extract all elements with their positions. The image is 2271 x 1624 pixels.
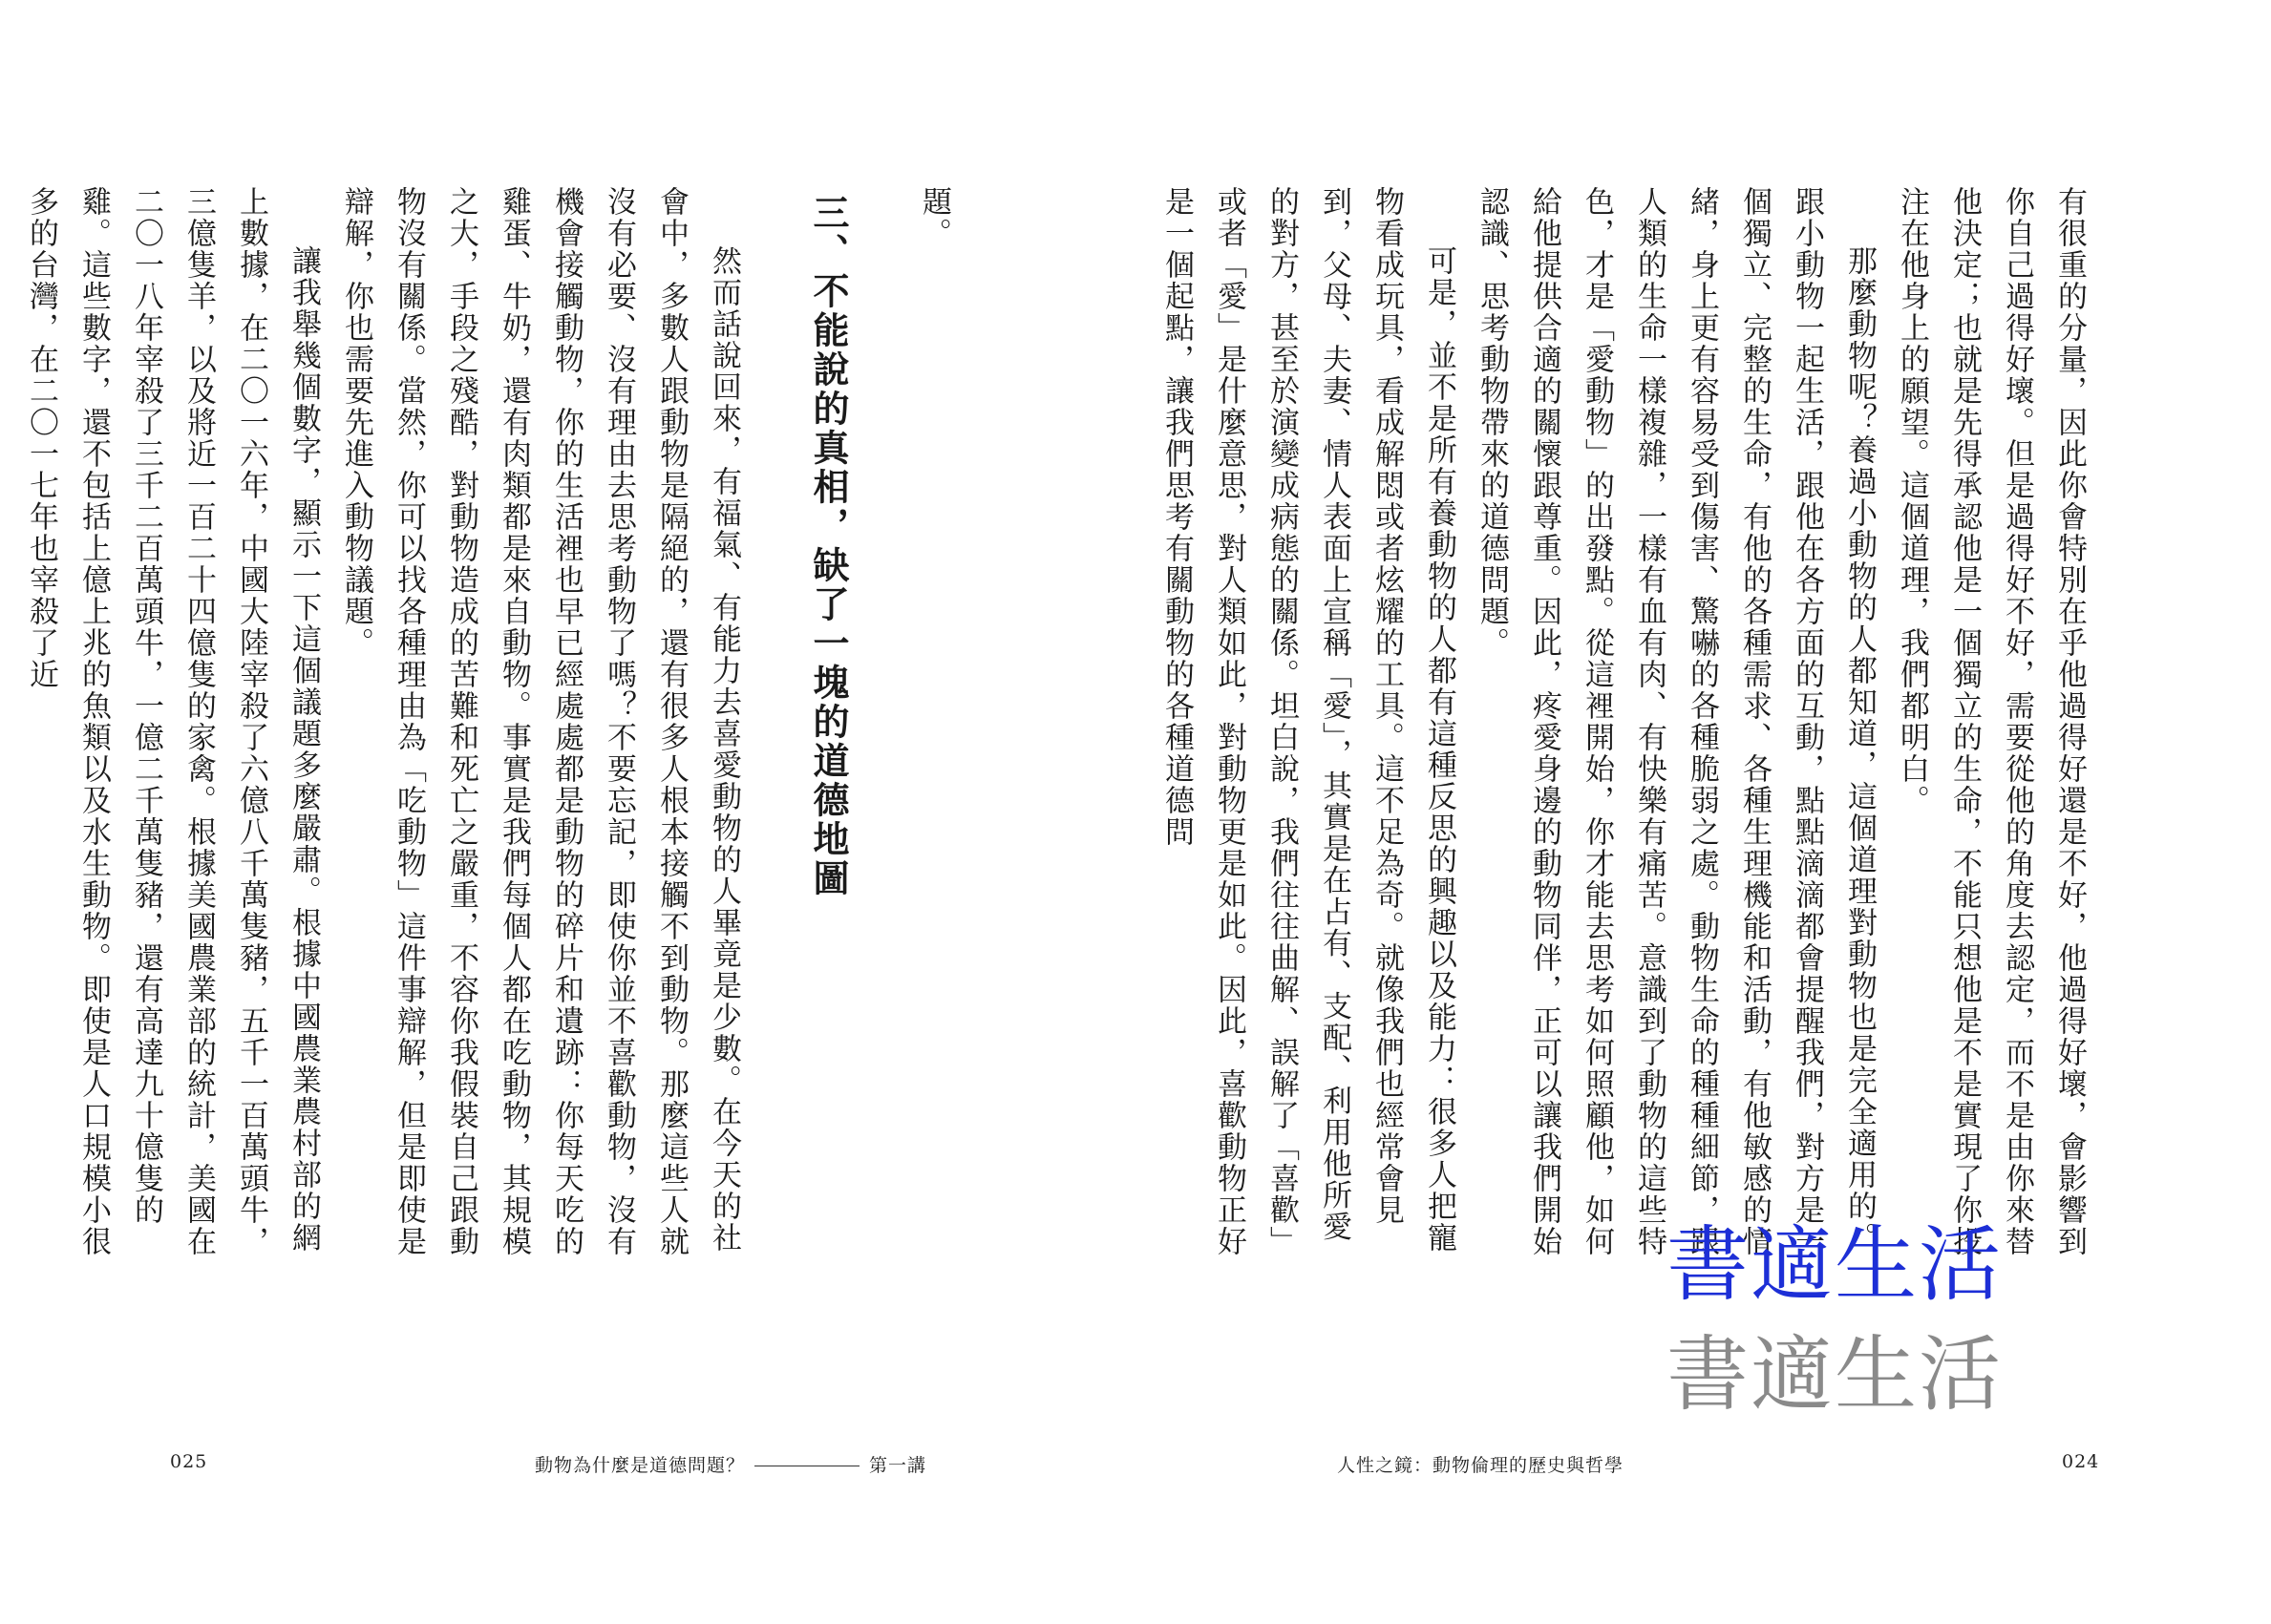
paragraph: 那麼動物呢？養過小動物的人都知道，這個道理對動物也是完全適用的。跟小動物一起生活，跟他在各方面的互動，點點滴滴都會提醒我們，對方是一個獨立、完整的生命，有他的各種需求、各種生理機能和活動，有他敏感的情緒，身上更有容易受到傷害、驚嚇的各種脆弱之處。動物生命的種種細節，跟人類的生命一樣複雜，一樣有血有肉、有快樂有痛苦。意識到了動物的這些特色，才是「愛動物」的出發點。從這裡開始，你才能去思考如何照顧他，如何給他提供合適的關懷跟尊重。因此，疼愛身邊的動物同伴，正可以讓我們開始認識、思考動物帶來的道德問題。 — [1475, 186, 1877, 1257]
paragraph: 然而話說回來，有福氣、有能力去喜愛動物的人畢竟是少數。在今天的社會中，多數人跟動物是隔絕的，還有很多人根本接觸不到動物。那麼這些人就沒有必要、沒有理由去思考動物了嗎？不要忘記，即使你並不喜歡動物，沒有機會接觸動物，你的生活裡也早已經處處都是動物的碎片和遺跡：你每天吃的雞蛋、牛奶，還有肉類都是來自動物。事實是我們每個人都在吃動物，其規模之大，手段之殘酷，對動物造成的苦難和死亡之嚴重，不容你我假裝自己跟動物沒有關係。當然，你可以找各種理由為「吃動物」這件事辯解，但是即使是辯解，你也需要先進入動物議題。 — [339, 186, 741, 1257]
section-heading: 三、不能說的真相，缺了一塊的道德地圖 — [807, 194, 850, 898]
lead-line: 題。 — [917, 186, 951, 249]
paragraph: 讓我舉幾個數字，顯示一下這個議題多麼嚴肅。根據中國農業農村部的網上數據，在二〇一六年，中國大陸宰殺了六億八千萬隻豬，五千一百萬頭牛，三億隻羊，以及將近一百二十四億隻的家禽。根據美國農業部的統計，美國在二〇一八年宰殺了三千二百萬頭牛，一億二千萬隻豬，還有高達九十億隻的雞。這些數字，還不包括上億上兆的魚類以及水生動物。即使是人口規模小很多的台灣，在二〇一七年也宰殺了近 — [24, 186, 321, 1257]
body-text-right — [1159, 186, 2095, 1265]
watermark-secondary: 書適生活 — [1666, 1327, 2003, 1423]
paragraph: 有很重的分量，因此你會特別在乎他過得好還是不好，他過得好壞，會影響到你自己過得好壞。但是過得好不好，需要從他的角度去認定，而不是由你來替他決定；也就是先得承認他是一個獨立的生命，不能只想他是不是實現了你投注在他身上的願望。這個道理，我們都明白。 — [1895, 186, 2087, 1257]
running-head-title: 動物為什麼是道德問題？ — [535, 1455, 746, 1476]
body-text-left — [24, 186, 960, 1265]
page-number: 024 — [2062, 1451, 2100, 1472]
paragraph: 可是，並不是所有養動物的人都有這種反思的興趣以及能力：很多人把寵物看成玩具，看成解悶或者炫耀的工具。這不足為奇。就像我們也經常會見到，父母、夫妻、情人表面上宣稱「愛」，其實是在占有、支配、利用他所愛的對方，甚至於演變成病態的關係。坦白說，我們往往曲解、誤解了「喜歡」或者「愛」是什麼意思，對人類如此，對動物更是如此。因此，喜歡動物正好是一個起點，讓我們思考有關動物的各種道德問 — [1159, 186, 1456, 1257]
chapter-label: 第一講 — [869, 1455, 927, 1476]
watermark-primary: 書適生活 — [1666, 1217, 2003, 1313]
running-head — [535, 1451, 926, 1477]
running-head: 人性之鏡：動物倫理的歷史與哲學 — [1337, 1455, 1624, 1476]
page-number: 025 — [170, 1451, 208, 1472]
